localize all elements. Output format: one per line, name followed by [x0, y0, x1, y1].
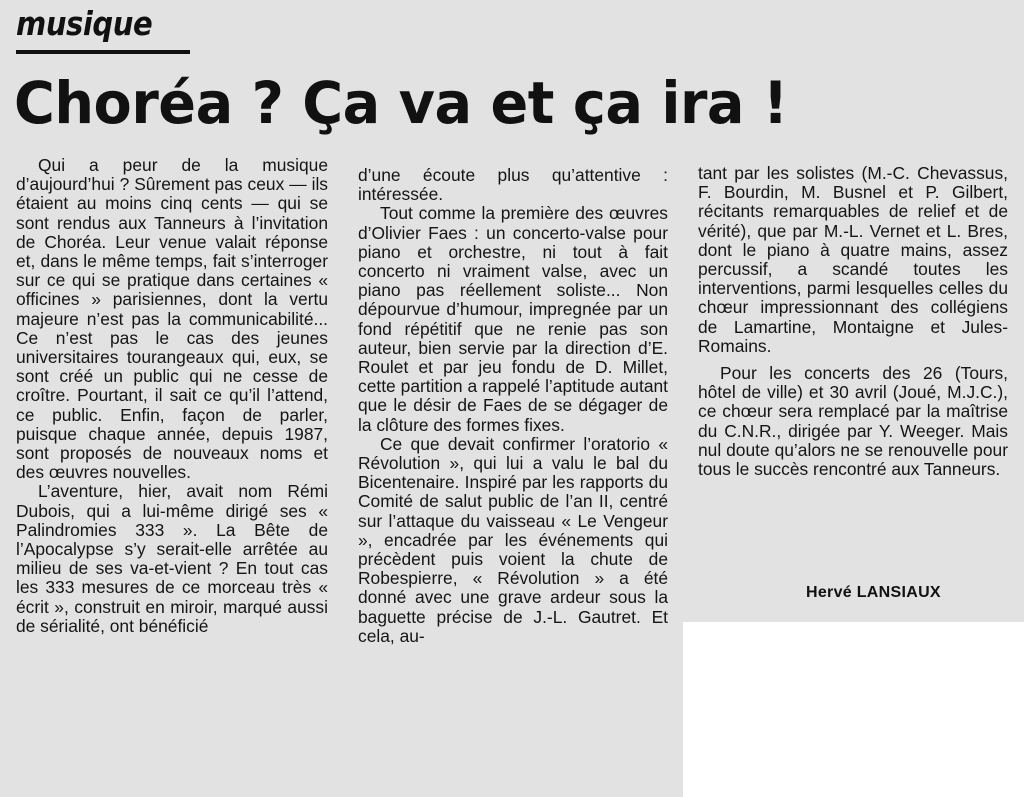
article-column-3: [698, 164, 1008, 479]
article-headline: Choréa ? Ça va et ça ira !: [14, 69, 788, 137]
paragraph: Qui a peur de la musique d’aujourd’hui ? Sûrement pas ceux — ils étaient au moins cinq cents — qui se sont rendus aux Tanneurs à l’invitation de Choréa. Leur venue valait réponse et, dans le même temps, fait s’interroger sur ce qui se pratique dans certaines « officines » parisiennes, dont la vertu majeure n’est pas la communicabilité... Ce n’est pas le cas des jeunes universitaires tourangeaux qui, eux, se sont créé un public qui ne cesse de croître. Pourtant, il sait ce qu’il l’attend, ce public. Enfin, façon de parler, puisque chaque année, depuis 1987, sont proposés de nouveaux noms et des œuvres nouvelles.: [16, 155, 328, 483]
article-column-2: [358, 166, 668, 646]
section-rubric: musique: [16, 4, 153, 43]
paragraph: tant par les solistes (M.-C. Chevassus, F. Bourdin, M. Busnel et P. Gilbert, récitants remarquables de relief et de vérité), que par M.-L. Vernet et L. Bres, dont le piano à quatre mains, assez percussif, a scandé toutes les interventions, parmi lesquelles celles du chœur impressionnant des collégiens de Lamartine, Montaigne et Jules-Romains.: [698, 163, 1008, 356]
rubric-underline: [16, 50, 190, 54]
paragraph: L’aventure, hier, avait nom Rémi Dubois, qui a lui-même dirigé ses « Palindromies 333 ». La Bête de l’Apocalypse s’y serait-elle arrêtée au milieu de ses va-et-vient ? En tout cas les 333 mesures de ce morceau très « écrit », construit en miroir, marqué aussi de sérialité, ont bénéficié: [16, 481, 328, 636]
blank-margin: [683, 622, 1024, 797]
author-byline: Hervé LANSIAUX: [806, 584, 941, 601]
paragraph: d’une écoute plus qu’attentive : intéressée.: [358, 165, 668, 205]
paragraph: Ce que devait confirmer l’oratorio « Révolution », qui lui a valu le bal du Bicentenaire. Inspiré par les rapports du Comité de salut public de l’an II, centré sur l’attaque du vaisseau « Le Vengeur », encadrée par les événements qui précèdent puis voient la chute de Robespierre, « Révolution » a été donné avec une grave ardeur sous la baguette précise de J.-L. Gautret. Et cela, au-: [358, 433, 668, 646]
article-column-1: [16, 156, 328, 636]
paragraph: Tout comme la première des œuvres d’Olivier Faes : un concerto-valse pour piano et orchestre, ni tout à fait concerto ni vraiment valse, avec un piano pas réellement soliste... Non dépourvue d’humour, impregnée par un fond répétitif que ne renie pas son auteur, bien servie par la direction d’E. Roulet et par jeu fondu de D. Millet, cette partition a rappelé l’aptitude autant que le désir de Faes de se dégager de la clôture des formes fixes.: [358, 203, 668, 435]
paragraph: Pour les concerts des 26 (Tours, hôtel de ville) et 30 avril (Joué, M.J.C.), ce chœur sera remplacé par la maîtrise du C.N.R., dirigée par Y. Weeger. Mais nul doute qu’alors ne se renouvelle pour tous le succès rencontré aux Tanneurs.: [698, 363, 1008, 480]
